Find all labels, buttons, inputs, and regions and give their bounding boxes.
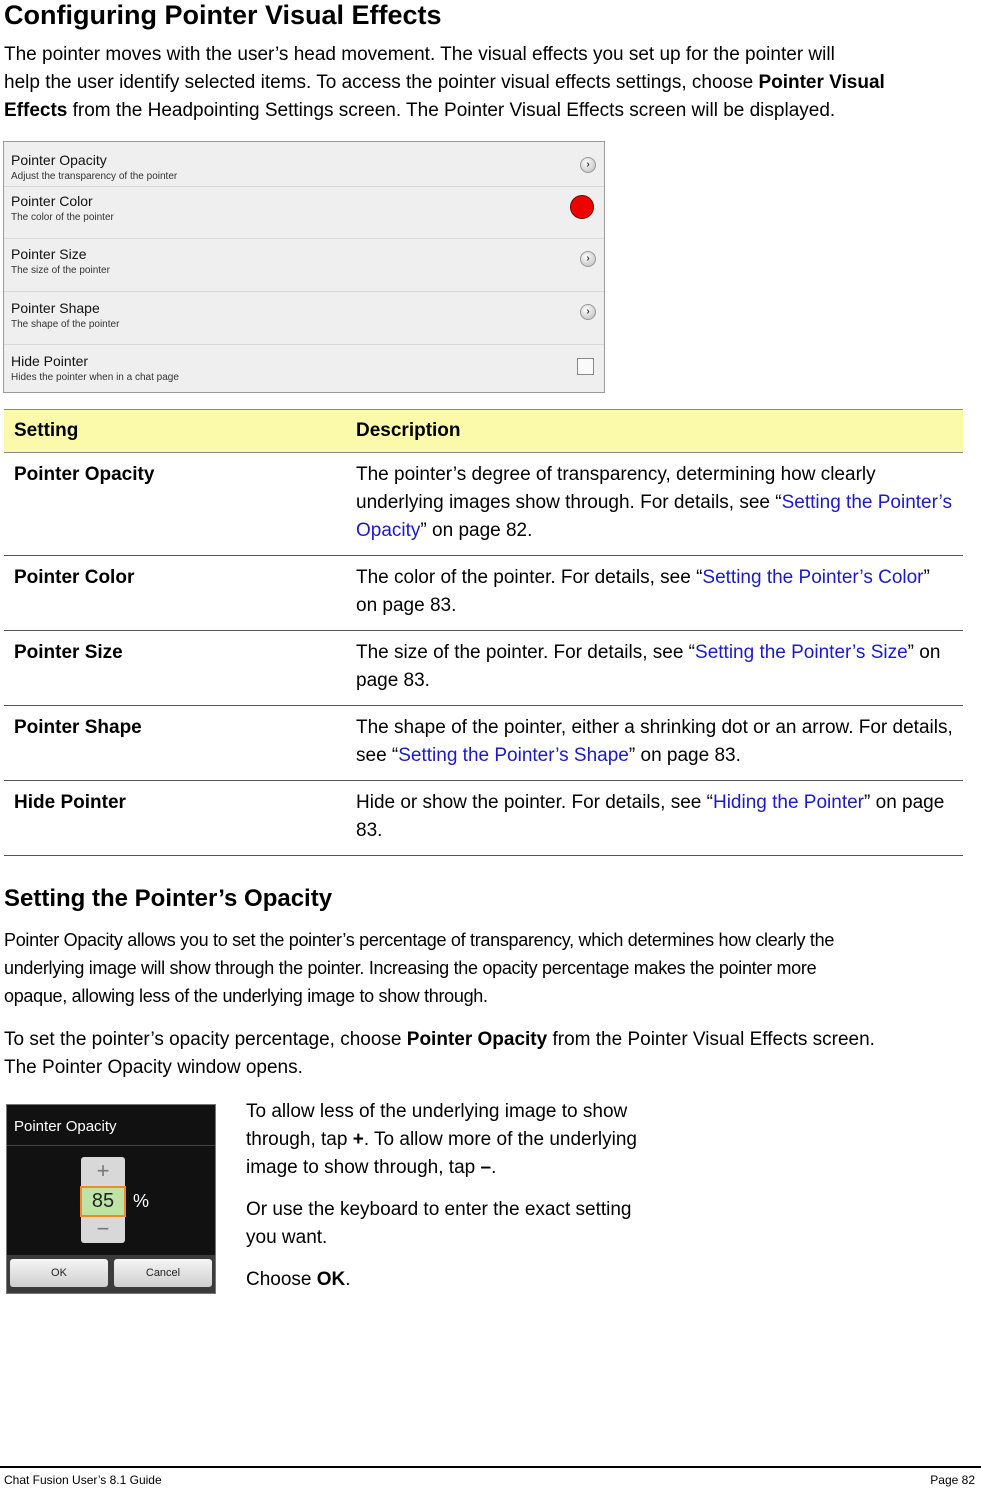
setting-row-hide-pointer[interactable]: Hide Pointer Hides the pointer when in a chat page xyxy=(4,345,604,392)
divider xyxy=(7,1145,215,1146)
ok-button[interactable]: OK xyxy=(10,1259,108,1287)
dialog-button-bar xyxy=(7,1255,215,1293)
percent-label: % xyxy=(133,1191,150,1211)
link-size[interactable]: Setting the Pointer’s Size xyxy=(695,642,908,663)
decrement-button[interactable]: − xyxy=(96,1216,110,1241)
table-row: Pointer Color The color of the pointer. For details, see “Setting the Pointer’s Color” on page 83. xyxy=(4,556,963,631)
table-row: Pointer Size The size of the pointer. For details, see “Setting the Pointer’s Size” on page 83. xyxy=(4,631,963,706)
footer-guide-title: Chat Fusion User’s 8.1 Guide xyxy=(4,1473,162,1487)
link-opacity[interactable]: Setting the Pointer’s Opacity xyxy=(356,492,953,541)
setting-row-pointer-size[interactable]: Pointer Size The size of the pointer › xyxy=(4,239,604,292)
color-swatch-icon[interactable] xyxy=(570,195,594,219)
link-shape[interactable]: Setting the Pointer’s Shape xyxy=(398,745,629,766)
increment-button[interactable]: + xyxy=(96,1158,110,1183)
chevron-right-icon[interactable]: › xyxy=(580,304,596,320)
footer-rule xyxy=(0,1466,981,1468)
table-header-description: Description xyxy=(346,410,963,453)
footer-page-number: Page 82 xyxy=(930,1473,975,1487)
table-row: Pointer Shape The shape of the pointer, either a shrinking dot or an arrow. For details, see “Setting the Pointer’s Shape” on page 83. xyxy=(4,706,963,781)
table-row: Pointer Opacity The pointer’s degree of transparency, determining how clearly underlying images show through. For details, see “Setting the Pointer’s Opacity” on page 82. xyxy=(4,453,963,556)
instructions-paragraph: To set the pointer’s opacity percentage, choose Pointer Opacity from the Pointer Visual Effects screen. The Pointer Opacity window opens. xyxy=(4,1029,875,1078)
cancel-button[interactable]: Cancel xyxy=(114,1259,212,1287)
link-color[interactable]: Setting the Pointer’s Color xyxy=(702,567,924,588)
table-header-setting: Setting xyxy=(4,410,346,453)
pointer-opacity-dialog xyxy=(6,1104,216,1294)
pointer-visual-effects-screen xyxy=(3,141,605,393)
chevron-right-icon[interactable]: › xyxy=(580,251,596,267)
table-row: Hide Pointer Hide or show the pointer. For details, see “Hiding the Pointer” on page 83. xyxy=(4,781,963,856)
setting-row-pointer-opacity[interactable]: Pointer Opacity Adjust the transparency of the pointer › xyxy=(4,142,604,187)
chevron-right-icon[interactable]: › xyxy=(580,157,596,173)
link-hide[interactable]: Hiding the Pointer xyxy=(712,792,865,813)
setting-row-pointer-color[interactable]: Pointer Color The color of the pointer xyxy=(4,187,604,239)
intro-paragraph: The pointer moves with the user’s head movement. The visual effects you set up for the pointer will help the user identify selected items. To access the pointer visual effects settings, choose Pointer Visual Effects from the Headpointing Settings screen. The Pointer Visual Effects screen will be displayed. xyxy=(4,44,885,121)
section-heading: Setting the Pointer’s Opacity xyxy=(4,885,333,912)
side-instructions: To allow less of the underlying image to show through, tap +. To allow more of the underlying image to show through, tap –. Or use the keyboard to enter the exact setting you want. Choose OK. xyxy=(246,1101,638,1290)
page-title: Configuring Pointer Visual Effects xyxy=(4,0,442,30)
opacity-input[interactable]: 85 xyxy=(80,1186,126,1217)
opacity-paragraph: Pointer Opacity allows you to set the pointer’s percentage of transparency, which determines how clearly the underlying image will show through the pointer. Increasing the opacity percentage makes the pointer more opaque, allowing less of the underlying image to show through. xyxy=(4,930,835,1006)
dialog-title: Pointer Opacity xyxy=(14,1118,117,1135)
hide-pointer-checkbox[interactable] xyxy=(577,358,594,375)
opacity-stepper xyxy=(81,1157,125,1243)
settings-table xyxy=(4,409,963,856)
setting-row-pointer-shape[interactable]: Pointer Shape The shape of the pointer › xyxy=(4,292,604,345)
